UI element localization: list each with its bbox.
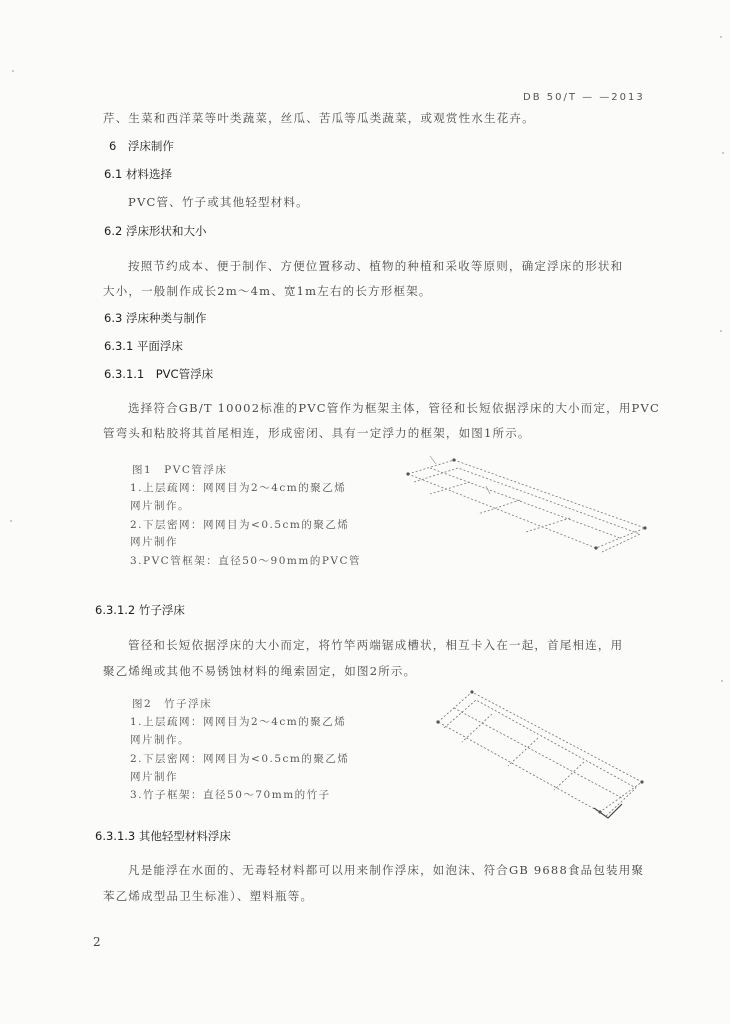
figure-1-legend-3: 3.PVC管框架：直径50～90mm的PVC管 (130, 555, 362, 567)
heading-6-3-1-2: 6.3.1.2 竹子浮床 (95, 603, 185, 617)
paragraph-6-3-1-1-line1: 选择符合GB/T 10002标准的PVC管作为框架主体，管径和长短依据浮床的大小而定，用PVC (128, 401, 661, 415)
figure-1-legend-2b: 网片制作 (130, 536, 178, 548)
heading-6-1: 6.1 材料选择 (104, 167, 172, 181)
paragraph-6-3-1-2-line1: 管径和长短依据浮床的大小而定，将竹竿两端锯成槽状，相互卡入在一起，首尾相连，用 (128, 638, 624, 652)
scan-speck (721, 680, 723, 682)
figure-1-legend-1b: 网片制作。 (130, 500, 190, 512)
heading-6-3-1-1: 6.3.1.1 PVC管浮床 (104, 367, 214, 381)
heading-6-3-1: 6.3.1 平面浮床 (104, 339, 183, 353)
scan-speck (722, 152, 724, 154)
heading-6-3: 6.3 浮床种类与制作 (104, 311, 207, 325)
figure-2-legend-1b: 网片制作。 (130, 734, 190, 746)
heading-6: 6 浮床制作 (109, 139, 174, 153)
figure-1-legend-2a: 2.下层密网：网网目为<0.5cm的聚乙烯 (130, 519, 350, 531)
intro-line: 芹、生菜和西洋菜等叶类蔬菜，丝瓜、苦瓜等瓜类蔬菜，或观赏性水生花卉。 (103, 111, 535, 125)
paragraph-6-2-line1: 按照节约成本、便于制作、方便位置移动、植物的种植和采收等原则，确定浮床的形状和 (128, 259, 624, 273)
figure-1-legend-1a: 1.上层疏网：网网目为2～4cm的聚乙烯 (130, 482, 347, 494)
heading-6-2: 6.2 浮床形状和大小 (104, 224, 207, 238)
scan-speck (12, 70, 14, 72)
paragraph-6-3-1-3-line1: 凡是能浮在水面的、无毒轻材料都可以用来制作浮床，如泡沫、符合GB 9688食品包装用聚 (128, 863, 645, 877)
scan-speck (720, 36, 722, 38)
figure-2-bamboo-float-illustration (428, 684, 653, 824)
paragraph-6-3-1-1-line2: 管弯头和粘胶将其首尾相连，形成密闭、具有一定浮力的框架，如图1所示。 (103, 426, 531, 440)
paragraph-6-3-1-3-line2: 苯乙烯成型品卫生标准）、塑料瓶等。 (103, 889, 314, 903)
figure-1-pvc-float-illustration (400, 452, 655, 557)
paragraph-6-3-1-2-line2: 聚乙烯绳或其他不易锈蚀材料的绳索固定，如图2所示。 (103, 664, 417, 678)
figure-2-legend-2a: 2.下层密网：网网目为<0.5cm的聚乙烯 (130, 753, 350, 765)
document-code: DB 50/T — —2013 (523, 92, 645, 103)
figure-2-legend-1a: 1.上层疏网：网网目为2～4cm的聚乙烯 (130, 716, 347, 728)
figure-1-title: 图1 PVC管浮床 (132, 464, 228, 476)
figure-2-title: 图2 竹子浮床 (132, 698, 213, 710)
scan-speck (10, 520, 12, 522)
paragraph-6-1: PVC管、竹子或其他轻型材料。 (128, 195, 309, 209)
heading-6-3-1-3: 6.3.1.3 其他轻型材料浮床 (95, 829, 231, 843)
figure-2-legend-3: 3.竹子框架：直径50～70mm的竹子 (130, 789, 331, 801)
figure-2-legend-2b: 网片制作 (130, 771, 178, 783)
paragraph-6-2-line2: 大小，一般制作成长2m～4m、宽1m左右的长方形框架。 (103, 284, 432, 298)
scan-speck (720, 330, 722, 332)
page-number: 2 (93, 935, 101, 949)
